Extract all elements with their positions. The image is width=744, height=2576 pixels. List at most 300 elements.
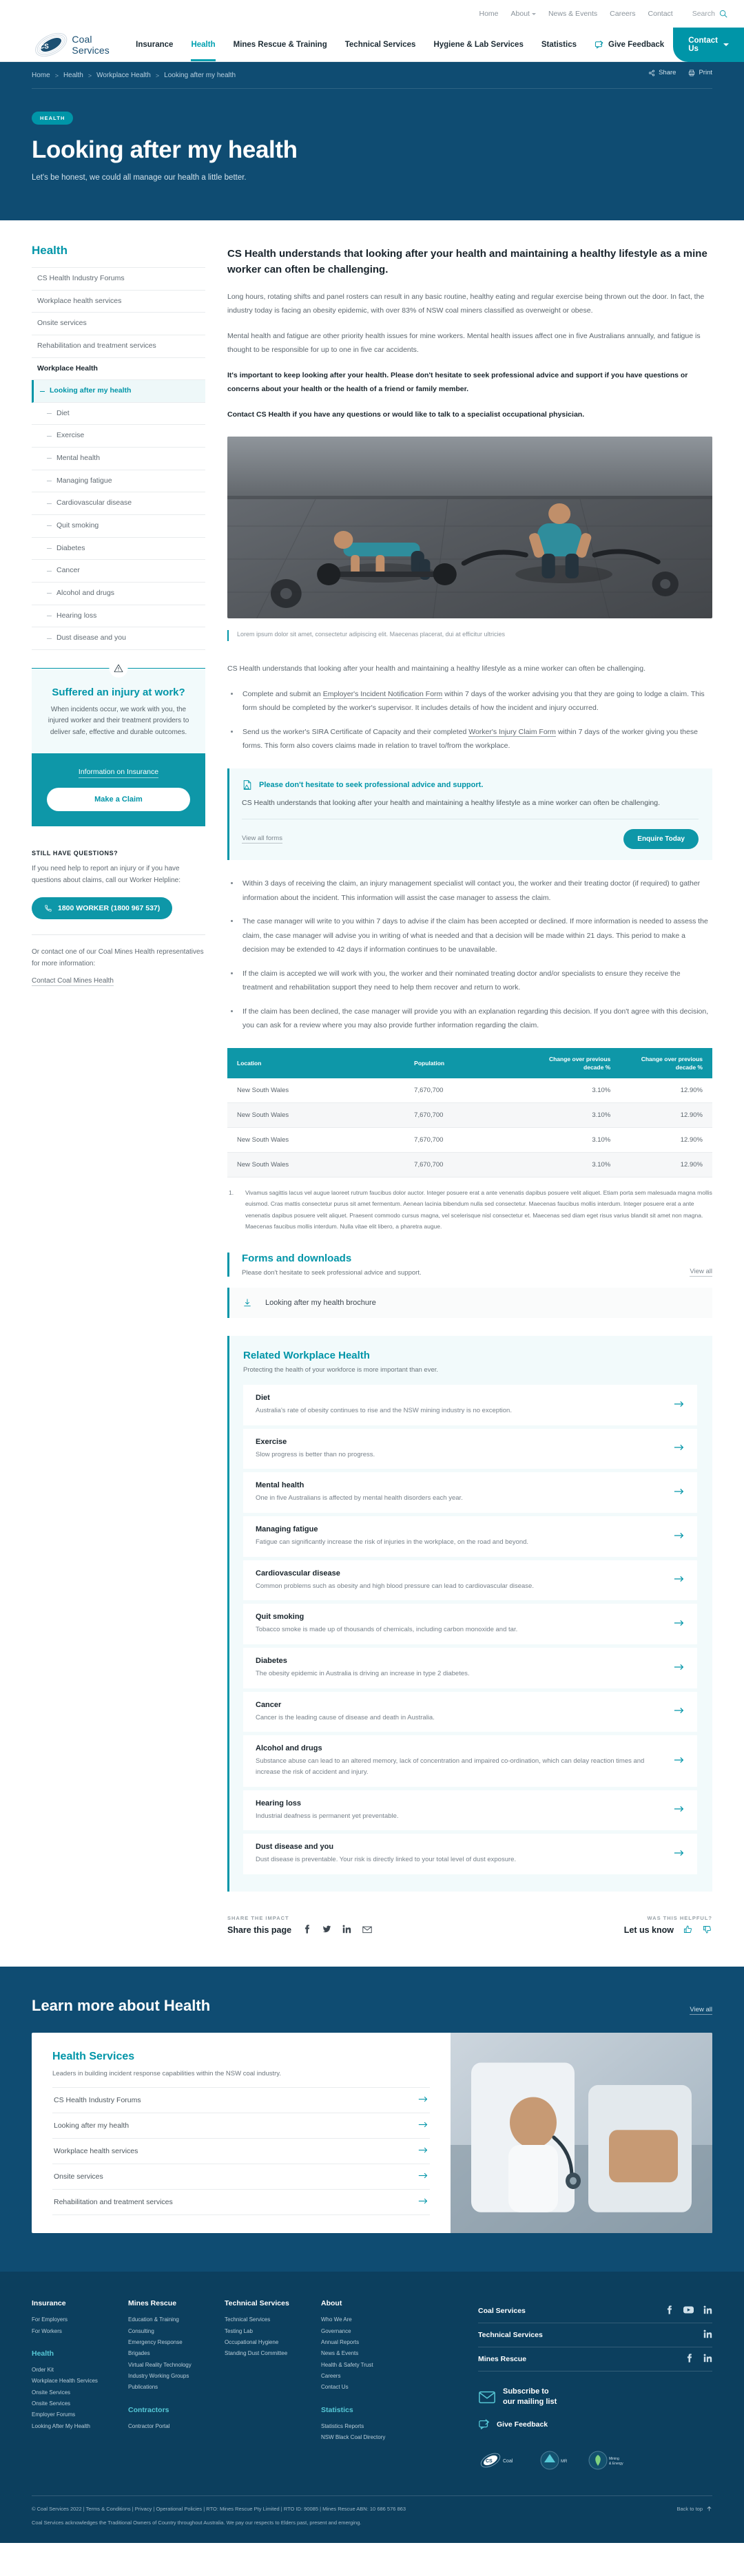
breadcrumb-separator: > [87, 72, 92, 79]
table-cell: New South Wales [227, 1078, 404, 1103]
table-row [227, 1078, 712, 1103]
band-card-link-cs-health-industry-forums[interactable] [52, 2088, 430, 2113]
sidebar-item-cancer[interactable] [32, 560, 205, 583]
related-item-exercise[interactable] [243, 1429, 697, 1469]
footer-link-careers[interactable]: Careers [321, 2373, 341, 2380]
band-card-link-label: Onsite services [54, 2172, 103, 2181]
sidebar-nav [32, 267, 205, 650]
utility-link-label: About [510, 10, 530, 18]
footer-link-brigades[interactable]: Brigades [128, 2350, 150, 2357]
feedback-icon [595, 40, 604, 50]
sidebar-item-label: Looking after my health [50, 386, 132, 395]
logo-wordmark: Coal Services [72, 33, 110, 56]
search-label: Search [692, 10, 715, 18]
warning-triangle-icon [110, 659, 128, 678]
injury-card-body: When incidents occur, we work with you, the injured worker and their treatment providers to deliver safe, effective and durable outcomes. [48, 705, 189, 736]
inline-form-link[interactable]: Employer's Incident Notification Form [322, 689, 443, 698]
arrow-right-icon [418, 2095, 428, 2105]
dash-icon [47, 413, 52, 414]
related-item-description: Common problems such as obesity and high blood pressure can lead to cardiovascular disease. [256, 1582, 534, 1590]
dash-icon [47, 593, 52, 594]
sidebar-item-looking-after-my-health[interactable] [32, 380, 205, 403]
claim-step-item [227, 687, 712, 715]
sidebar-item-onsite-services[interactable] [32, 313, 205, 335]
site-logo[interactable] [0, 28, 127, 61]
dash-icon [47, 458, 52, 459]
print-button[interactable] [688, 69, 712, 76]
sidebar-item-label: Mental health [56, 454, 101, 463]
sidebar-item-hearing-loss[interactable] [32, 605, 205, 628]
table-column-header: Change over previous decade % [620, 1048, 712, 1079]
related-item-description: Industrial deafness is permanent yet preventable. [256, 1812, 399, 1820]
band-header [32, 1997, 712, 2015]
utility-link-about[interactable] [511, 10, 536, 18]
sidebar-item-label: Workplace Health [37, 364, 98, 373]
footer-link-health-safety-trust[interactable]: Health & Safety Trust [321, 2361, 373, 2368]
callout-body: CS Health understands that looking after your health and maintaining a healthy lifestyle as a mine worker can often be challenging. [242, 798, 661, 807]
footer-link-contractor-portal[interactable]: Contractor Portal [128, 2422, 170, 2429]
breadcrumb-item-1[interactable]: Health [63, 72, 83, 79]
nav-item-label: Health [191, 40, 216, 49]
category-tag: HEALTH [32, 112, 73, 125]
dash-icon [40, 391, 45, 392]
thumbs-up-icon[interactable] [683, 1925, 693, 1936]
related-item-diet[interactable] [243, 1385, 697, 1425]
sidebar-item-alcohol-and-drugs[interactable] [32, 583, 205, 605]
footer-link-education-training[interactable]: Education & Training [128, 2316, 179, 2323]
content-lede: CS Health understands that looking after your health and maintaining a healthy lifestyle as a mine worker can often be challenging. [227, 248, 707, 275]
facebook-icon[interactable] [685, 2354, 694, 2365]
caption-accent-bar [227, 630, 229, 641]
subscribe-block[interactable] [478, 2387, 712, 2407]
table-cell: 12.90% [620, 1153, 712, 1177]
facebook-icon[interactable] [302, 1925, 311, 1936]
related-item-cardiovascular-disease[interactable] [243, 1560, 697, 1601]
utility-link-news-events[interactable] [548, 10, 597, 18]
nav-item-label: Insurance [136, 40, 174, 49]
bullet-text-post: within 7 days of the worker advising you that they are going to lodge a claim. This form should be completed by the worker's supervisor. It includes details of how the incident and injury occurred. [242, 689, 705, 713]
band-view-all-link[interactable]: View all [690, 2005, 712, 2013]
footer-link-contact-us[interactable]: Contact Us [321, 2384, 349, 2391]
footer-social-row [478, 2347, 712, 2371]
utility-link-contact[interactable] [648, 10, 673, 18]
footer-bottom [32, 2495, 712, 2519]
sidebar-item-label: Onsite services [37, 319, 87, 328]
mail-icon [478, 2388, 496, 2406]
content-strong-paragraph: It's important to keep looking after your health. Please don't hesitate to seek professional advice and support if you have questions or concerns about your health or the health of a friend or family member. [227, 370, 688, 394]
breadcrumb-separator: > [54, 72, 59, 79]
related-items [243, 1385, 697, 1874]
sidebar-item-label: Exercise [56, 431, 85, 440]
table-cell: New South Wales [227, 1103, 404, 1128]
still-have-questions [32, 850, 205, 986]
arrow-up-icon [706, 2506, 712, 2512]
advice-callout [227, 768, 712, 861]
footer-link-onsite-services[interactable]: Onsite Services [32, 2389, 71, 2396]
footer-link-who-we-are[interactable]: Who We Are [321, 2316, 352, 2323]
nav-item-label: Statistics [541, 40, 577, 49]
nav-item-hygiene-lab-services[interactable] [424, 28, 532, 61]
related-item-alcohol-and-drugs[interactable] [243, 1735, 697, 1786]
svg-text:& Energy: & Energy [609, 2461, 623, 2466]
download-icon [229, 1298, 265, 1308]
footer-link-for-employers[interactable]: For Employers [32, 2316, 68, 2323]
footer-social-icons [703, 2329, 712, 2341]
sidebar-item-exercise[interactable] [32, 425, 205, 448]
svg-text:CS: CS [39, 42, 49, 50]
utility-link-home[interactable] [479, 10, 499, 18]
image-caption: Lorem ipsum dolor sit amet, consectetur adipiscing elit. Maecenas placerat, dui at efficitur ultricies [237, 631, 506, 638]
table-column-header: Location [227, 1048, 404, 1079]
page-body [0, 220, 744, 1967]
forms-and-downloads-section [227, 1253, 712, 1277]
footer-social-icons [665, 2305, 712, 2316]
utility-bar [0, 0, 744, 28]
forms-heading: Forms and downloads [242, 1252, 352, 1264]
breadcrumb-separator: > [155, 72, 160, 79]
related-item-cancer[interactable] [243, 1692, 697, 1732]
sidebar-item-cs-health-industry-forums[interactable] [32, 268, 205, 291]
band-card-link-label: CS Health Industry Forums [54, 2096, 141, 2105]
view-all-forms-link[interactable]: View all forms [242, 835, 282, 843]
inline-form-link[interactable]: Worker's Injury Claim Form [468, 727, 556, 736]
sidebar-title: Health [32, 244, 68, 257]
table-cell: New South Wales [227, 1153, 404, 1177]
footer-link-looking-after-my-health[interactable]: Looking After My Health [32, 2422, 90, 2429]
related-item-title: Alcohol and drugs [256, 1744, 322, 1753]
sidebar-item-managing-fatigue[interactable] [32, 470, 205, 493]
footer-column [225, 2299, 321, 2472]
nav-item-label: Technical Services [344, 40, 416, 49]
related-item-description: The obesity epidemic in Australia is driving an increase in type 2 diabetes. [256, 1669, 470, 1677]
share-block [227, 1915, 372, 1936]
worker-helpline-button[interactable] [32, 897, 172, 919]
thumbs-down-icon[interactable] [703, 1925, 712, 1936]
footer-link-nsw-black-coal-directory[interactable]: NSW Black Coal Directory [321, 2434, 386, 2441]
footer-link-onsite-services[interactable]: Onsite Services [32, 2400, 71, 2407]
related-workplace-health-section [227, 1336, 712, 1892]
hero-actions [648, 69, 712, 76]
footer-link-annual-reports[interactable]: Annual Reports [321, 2338, 360, 2345]
dash-icon [47, 436, 52, 437]
utility-nav [479, 10, 673, 18]
callout-heading: Please don't hesitate to seek professional advice and support. [259, 780, 484, 789]
callout-heading-row [242, 779, 699, 790]
claim-process-item: The case manager will write to you within 7 days to advise if the claim has been accepted or declined. If more information is needed to assess the claim, the case manager will advise you in writing of what is needed and that a decision will be made within 21 days. This period to make a decision may be extended to 42 days if information continues to be unavailable. [227, 914, 712, 956]
health-safety-trust-logo [587, 2449, 627, 2472]
print-label: Print [699, 69, 712, 76]
related-item-title: Dust disease and you [256, 1843, 334, 1852]
band-card-link-looking-after-my-health[interactable] [52, 2113, 430, 2139]
related-item-hearing-loss[interactable] [243, 1790, 697, 1831]
sidebar-divider [32, 934, 205, 935]
chevron-down-icon [723, 43, 729, 46]
related-item-description: One in five Australians is affected by mental health disorders each year. [256, 1494, 463, 1502]
arrow-right-icon [674, 1756, 685, 1766]
utility-link-label: Contact [648, 10, 673, 18]
utility-link-careers[interactable] [610, 10, 635, 18]
sidebar-item-label: Quit smoking [56, 521, 99, 530]
footer-link-governance[interactable]: Governance [321, 2327, 351, 2334]
claim-process-item: Within 3 days of receiving the claim, an injury management specialist will contact you, the worker and their treating doctor (if required) to gather information about the incident. This information will assist the case manager to assess the claim. [227, 877, 712, 905]
footer-column [321, 2299, 417, 2472]
information-on-insurance-link[interactable]: Information on Insurance [79, 768, 158, 778]
breadcrumb-item-0[interactable]: Home [32, 72, 50, 79]
content-intro-after-image: CS Health understands that looking after your health and maintaining a healthy lifestyle as a mine worker can often be challenging. [227, 664, 646, 673]
contact-us-label: Contact Us [688, 36, 718, 53]
footer-link-for-workers[interactable]: For Workers [32, 2327, 62, 2334]
band-card-link-label: Rehabilitation and treatment services [54, 2198, 173, 2207]
coal-services-logo [478, 2449, 526, 2472]
back-to-top-button[interactable] [676, 2506, 712, 2512]
bullet-text-post: within 7 days of the worker giving you these forms. This form also covers claims made in relation to travel to/from the workplace. [242, 727, 698, 751]
table-cell: 7,670,700 [404, 1103, 528, 1128]
claim-process-item: If the claim has been declined, the case manager will provide you with an explanation regarding this decision. If you don't agree with this decision, you can ask for a review where you may also provide further information regarding the claim. [227, 1005, 712, 1033]
claim-steps-list-2 [227, 877, 712, 1032]
band-card-link-workplace-health-services[interactable] [52, 2139, 430, 2164]
related-item-description: Cancer is the leading cause of disease and death in Australia. [256, 1713, 435, 1721]
dash-icon [47, 525, 52, 526]
related-item-quit-smoking[interactable] [243, 1604, 697, 1644]
sidebar-item-cardiovascular-disease[interactable] [32, 492, 205, 515]
contact-us-button[interactable] [673, 28, 744, 62]
sidebar-item-diabetes[interactable] [32, 538, 205, 561]
arrow-right-icon [418, 2146, 428, 2156]
sidebar-item-label: Workplace health services [37, 296, 122, 305]
acknowledgement-of-country: Coal Services acknowledges the Traditional Owners of Country throughout Australia. We pay our respects to Elders past, present and emerging. [32, 2519, 362, 2526]
dash-icon [47, 503, 52, 504]
svg-text:Mining: Mining [609, 2456, 619, 2461]
twitter-icon[interactable] [322, 1925, 331, 1936]
linkedin-icon[interactable] [703, 2305, 712, 2316]
health-services-card [32, 2033, 712, 2233]
table-column-header: Change over previous decade % [528, 1048, 621, 1079]
injury-card-heading: Suffered an injury at work? [52, 686, 185, 698]
breadcrumb-item-2[interactable]: Workplace Health [96, 72, 151, 79]
feedback-eyebrow: WAS THIS HELPFUL? [647, 1914, 712, 1921]
footer-link-testing-lab[interactable]: Testing Lab [225, 2327, 253, 2334]
page-title: Looking after my health [32, 136, 298, 163]
search-icon[interactable] [719, 10, 727, 18]
related-item-dust-disease-and-you[interactable] [243, 1834, 697, 1874]
footer-social-label: Mines Rescue [478, 2355, 527, 2364]
mines-rescue-logo [537, 2449, 576, 2472]
share-and-feedback-row [227, 1915, 712, 1936]
table-cell: New South Wales [227, 1128, 404, 1153]
related-item-description: Australia's rate of obesity continues to rise and the NSW mining industry is no exception. [256, 1406, 512, 1414]
injury-promo-card [32, 668, 205, 827]
table-cell: 7,670,700 [404, 1078, 528, 1103]
band-card-title: Health Services [52, 2050, 135, 2062]
footer-link-statistics-reports[interactable]: Statistics Reports [321, 2422, 364, 2429]
facebook-icon[interactable] [665, 2305, 674, 2316]
table-cell: 7,670,700 [404, 1128, 528, 1153]
contact-reps-text: Or contact one of our Coal Mines Health representatives for more information: [32, 948, 204, 968]
arrow-right-icon [674, 1400, 685, 1410]
sidebar-item-label: CS Health Industry Forums [37, 274, 125, 282]
main-content [227, 244, 712, 1967]
sidebar-item-dust-disease-and-you[interactable] [32, 627, 205, 650]
share-title: Share this page [227, 1925, 292, 1936]
sidebar-item-rehabilitation-and-treatment-services[interactable] [32, 335, 205, 358]
footer-link-emergency-response[interactable]: Emergency Response [128, 2338, 183, 2345]
footer-link-publications[interactable]: Publications [128, 2384, 158, 2391]
table-cell: 12.90% [620, 1078, 712, 1103]
nav-item-mines-rescue-training[interactable] [225, 28, 336, 61]
footer-columns [32, 2299, 712, 2472]
band-card-link-onsite-services[interactable] [52, 2164, 430, 2190]
sidebar-item-label: Diabetes [56, 543, 85, 552]
email-icon[interactable] [362, 1925, 372, 1936]
table-cell: 7,670,700 [404, 1153, 528, 1177]
nav-item-insurance[interactable] [127, 28, 182, 61]
svg-text:Coal: Coal [503, 2458, 513, 2464]
download-label: Looking after my health brochure [265, 1298, 376, 1307]
sidebar-item-label: Rehabilitation and treatment services [37, 341, 156, 350]
linkedin-icon[interactable] [342, 1925, 351, 1936]
table-column-header: Population [404, 1048, 528, 1079]
share-button[interactable] [648, 69, 676, 76]
dash-icon [47, 571, 52, 572]
partner-logos [478, 2449, 712, 2472]
arrow-right-icon [674, 1706, 685, 1717]
footer-social-icons [685, 2354, 712, 2365]
footer-link-technical-services[interactable]: Technical Services [225, 2316, 271, 2323]
fitness-photo [227, 437, 712, 618]
related-item-managing-fatigue[interactable] [243, 1516, 697, 1557]
arrow-right-icon [418, 2197, 428, 2207]
footer-link-news-events[interactable]: News & Events [321, 2350, 359, 2357]
linkedin-icon[interactable] [703, 2354, 712, 2365]
footer-column-heading: Health [32, 2349, 54, 2358]
footer-link-occupational-hygiene[interactable]: Occupational Hygiene [225, 2338, 279, 2345]
related-item-title: Diabetes [256, 1656, 287, 1665]
content-contact-paragraph: Contact CS Health if you have any questions or would like to talk to a specialist occupational physician. [227, 410, 585, 419]
sidebar-item-label: Alcohol and drugs [56, 588, 115, 597]
footer-link-order-kit[interactable]: Order Kit [32, 2366, 54, 2373]
contact-coal-mines-health-link[interactable]: Contact Coal Mines Health [32, 977, 114, 985]
related-subtitle: Protecting the health of your workforce is more important than ever. [243, 1365, 439, 1374]
hero-banner [0, 62, 744, 220]
make-a-claim-button[interactable]: Make a Claim [47, 788, 190, 811]
nav-item-health[interactable] [182, 28, 224, 61]
footer-column-heading: About [321, 2299, 342, 2308]
footer-column-heading: Insurance [32, 2299, 66, 2308]
sidebar-item-label: Cancer [56, 566, 80, 575]
band-card-link-label: Looking after my health [54, 2122, 130, 2130]
document-alert-icon [242, 779, 253, 790]
nav-item-label: Hygiene & Lab Services [433, 40, 524, 49]
table-cell: 3.10% [528, 1153, 621, 1177]
footer-link-workplace-health-services[interactable]: Workplace Health Services [32, 2378, 98, 2385]
footer-link-industry-working-groups[interactable]: Industry Working Groups [128, 2373, 189, 2380]
main-navigation [0, 28, 744, 62]
footer-link-employer-forums[interactable]: Employer Forums [32, 2411, 76, 2418]
footnote-item: Vivamus sagittis lacus vel augue laoreet rutrum faucibus dolor auctor. Integer posuere erat a ante venenatis dapibus posuere velit aliquet. Etiam porta sem malesuada magna mollis euismod. Cras mattis consectetur purus sit amet fermentum. Aenean lacinia bibendum nulla sed consectetur. Maecenas faucibus mollis interdum. Integer posuere erat a ante venenatis dapibus posuere velit aliquet. Praesent commodo cursus magna, vel scelerisque nisl consectetur et. Maecenas sed diam eget risus varius blandit sit amet non magna. Maecenas faucibus mollis interdum. Nulla vitae elit libero, a pharetra augue. [245, 1189, 712, 1230]
footer-give-feedback[interactable] [478, 2418, 712, 2431]
arrow-right-icon [674, 1663, 685, 1673]
claim-step-item [227, 725, 712, 753]
content-paragraph-2: Mental health and fatigue are other priority health issues for mine workers. Mental health issues affect one in five Australians annually, and fatigue is thought to be responsible for up to one in five car accidents. [227, 331, 701, 355]
related-item-mental-health[interactable] [243, 1472, 697, 1513]
footer-social-row [478, 2323, 712, 2347]
forms-view-all-link[interactable]: View all [690, 1267, 712, 1275]
footer-column-heading: Contractors [128, 2405, 169, 2414]
nav-item-technical-services[interactable] [336, 28, 425, 61]
band-card-photo [451, 2033, 712, 2233]
subscribe-line-2: our mailing list [503, 2397, 557, 2406]
enquire-today-button[interactable]: Enquire Today [623, 829, 699, 849]
sidebar-item-workplace-health-services[interactable] [32, 291, 205, 313]
nav-item-statistics[interactable] [533, 28, 586, 61]
sidebar-item-label: Diet [56, 408, 70, 417]
related-item-description: Substance abuse can lead to an altered memory, lack of concentration and impaired co-ordination, which can delay reaction times and increase the risk of accident and injury. [256, 1757, 645, 1776]
doctor-stethoscope-photo [451, 2033, 712, 2233]
breadcrumb-item-3: Looking after my health [164, 72, 236, 79]
search-box[interactable] [692, 10, 727, 18]
footer-give-feedback-label: Give Feedback [497, 2420, 548, 2429]
worker-helpline-label: 1800 WORKER (1800 967 537) [58, 904, 161, 913]
share-icon [648, 70, 655, 76]
arrow-right-icon [674, 1531, 685, 1542]
sidebar-item-label: Dust disease and you [56, 633, 126, 642]
related-item-title: Cancer [256, 1700, 282, 1709]
site-footer [0, 2272, 744, 2542]
svg-text:CS: CS [486, 2458, 493, 2464]
footer-link-consulting[interactable]: Consulting [128, 2327, 154, 2334]
nav-item-give-feedback[interactable] [586, 28, 673, 61]
statistics-table [227, 1048, 712, 1178]
related-item-description: Slow progress is better than no progress. [256, 1450, 375, 1458]
related-item-title: Exercise [256, 1437, 287, 1446]
sidebar-item-diet[interactable] [32, 403, 205, 426]
arrow-right-icon [674, 1575, 685, 1585]
related-item-title: Diet [256, 1393, 270, 1402]
bullet-text-pre: Complete and submit an [242, 689, 323, 698]
sidebar [32, 244, 205, 986]
primary-nav-items [127, 28, 673, 61]
band-card-link-rehabilitation-and-treatment-services[interactable] [52, 2190, 430, 2215]
svg-text:MR: MR [561, 2459, 568, 2464]
youtube-icon[interactable] [683, 2305, 694, 2316]
footer-link-virtual-reality-technology[interactable]: Virtual Reality Technology [128, 2361, 192, 2368]
footer-social-label: Technical Services [478, 2331, 543, 2340]
nav-item-label: Give Feedback [608, 40, 665, 49]
arrow-right-icon [674, 1619, 685, 1629]
table-row [227, 1153, 712, 1177]
download-row[interactable] [227, 1288, 712, 1318]
sidebar-item-quit-smoking[interactable] [32, 515, 205, 538]
footer-column-heading: Technical Services [225, 2299, 289, 2308]
related-item-title: Cardiovascular disease [256, 1569, 340, 1578]
feedback-title: Let us know [623, 1925, 674, 1936]
related-item-diabetes[interactable] [243, 1648, 697, 1688]
footer-right [478, 2299, 712, 2472]
card-top-rule [32, 668, 205, 669]
footer-social-row [478, 2299, 712, 2323]
sidebar-item-mental-health[interactable] [32, 448, 205, 470]
breadcrumb [32, 62, 712, 89]
still-questions-heading: STILL HAVE QUESTIONS? [32, 850, 118, 857]
band-card-subtitle: Leaders in building incident response capabilities within the NSW coal industry. [52, 2069, 281, 2077]
footer-link-standing-dust-committee[interactable]: Standing Dust Committee [225, 2350, 288, 2357]
linkedin-icon[interactable] [703, 2329, 712, 2341]
utility-link-label: News & Events [548, 10, 598, 18]
learn-more-band [0, 1967, 744, 2272]
subscribe-line-1: Subscribe to [503, 2387, 549, 2396]
related-heading: Related Workplace Health [243, 1349, 370, 1361]
bullet-text-pre: Send us the worker's SIRA Certificate of Capacity and their completed [242, 727, 469, 736]
